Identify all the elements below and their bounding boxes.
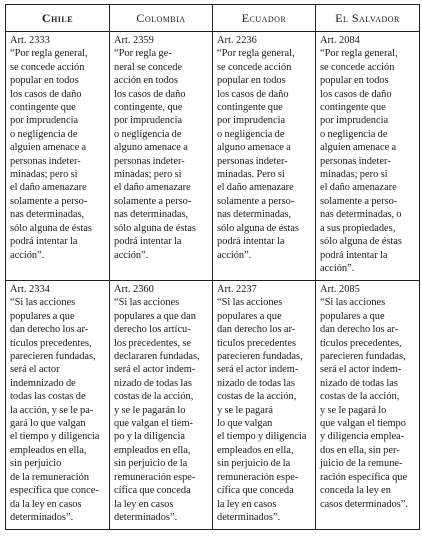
article-text: “Por regla general, se concede acción popular en todos los casos de daño contingente que por imprudencia o negligencia de alguno amenace a personas indeter- minadas. Pero si el daño amenazare solamente a perso- nas determinadas, sólo alguna de éstas podrá intentar la acción”. [217,48,299,261]
table-cell-ecuador [213,32,316,281]
table-cell-colombia [110,32,213,281]
table-row [6,32,420,281]
column-header-chile: Chile [6,5,110,32]
article-number: Art. 2237 [217,284,257,295]
article-number: Art. 2236 [217,35,257,46]
article-number: Art. 2333 [10,35,50,46]
article-text: “Si las acciones populares a que dan derecho los ar- tículos precedentes, parecieren fundadas, será el actor indem- nizado de todas las costas de la acción, y se le pagará lo que valgan el tiempo y diligencia emplea- dos en ella, sin per- juicio de la remune- ración específica que conceda la ley en casos determinados”. [320,297,408,510]
table-cell-chile [6,32,110,281]
article-number: Art. 2085 [320,284,360,295]
article-number: Art. 2084 [320,35,360,46]
table-row [6,281,420,530]
column-header-ecuador: Ecuador [213,5,316,32]
article-number: Art. 2360 [114,284,154,295]
table-cell-el-salvador [316,281,420,530]
article-number: Art. 2359 [114,35,154,46]
column-header-colombia: Colombia [110,5,213,32]
article-text: “Si las acciones populares a que dan derecho los artícu- los precedentes, se declararen fundadas, será el actor indem- nizado de todas las costas de la acción, y se le pagarán lo que valgan el tiem- po y la diligencia empleados en ella, sin perjuicio de la remuneración espe- cífica que conceda la ley en casos determinados”. [114,297,200,523]
table-cell-colombia [110,281,213,530]
article-text: “Si las acciones populares a que dan derecho los ar- tículos precedentes, parecieren fundadas, será el actor indemnizado de todas las costas de la acción, y se le pa- gará lo que valgan el tiempo y diligencia empleados en ella, sin perjuicio de la remuneración específica que conce- da la ley en casos determinados”. [10,297,100,523]
table-cell-chile [6,281,110,530]
article-text: “Por regla general, se concede acción popular en todos los casos de daño contingente que por imprudencia o negligencia de alguien amenace a personas indeter- minadas; pero si el daño amenazare solamente a perso- nas determinadas, sólo alguna de éstas podrá intentar la acción”. [10,48,92,261]
article-text: “Por regla general, se concede acción popular en todos los casos de daño contingente que por imprudencia o negligencia de alguien amenace a personas indeter- minadas; pero si el daño amenazare solamente a perso- nas determinadas, o a sus propiedades, sólo alguna de éstas podrá intentar la acción”. [320,48,402,274]
article-text: “Por regla ge- neral se concede acción en todos los casos de daño contingente, que por imprudencia o negligencia de alguno amenace a personas indeter- minadas; pero si el daño amenazare solamente a perso- nas determinadas, sólo alguna de éstas podrá intentar la acción”. [114,48,196,261]
article-text: “Si las acciones populares a que dan derecho los ar- tículos precedentes parecieren fundadas, será el actor indem- nizado de todas las costas de la acción, y se le pagará lo que valgan el tiempo y diligencia empleados en ella, sin perjuicio de la remuneración espe- cífica que conceda la ley en casos determinados”. [217,297,307,523]
header-row [6,5,420,32]
table-cell-ecuador [213,281,316,530]
table-cell-el-salvador [316,32,420,281]
column-header-el-salvador: El Salvador [316,5,420,32]
civil-code-comparison-table [5,4,420,530]
article-number: Art. 2334 [10,284,50,295]
